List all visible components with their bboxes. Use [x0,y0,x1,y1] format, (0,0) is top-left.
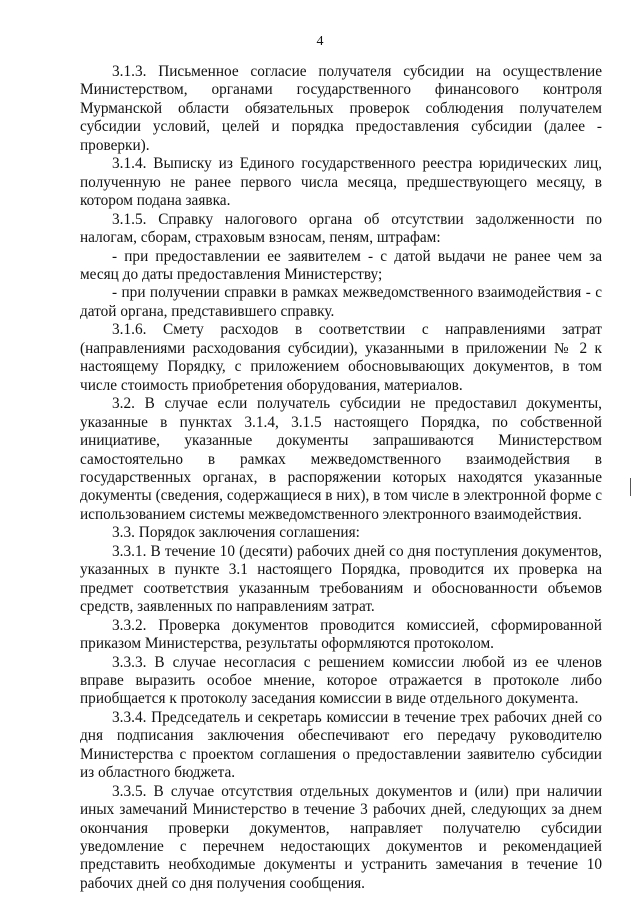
paragraph-3-2: 3.2. В случае если получатель субсидии не предоставил документы, указанные в пунктах 3.1.4, 3.1.5 настоящего Порядка, по собственной инициативе, указанные документы запрашиваются Министерством самостоятельно в рамках межведомственного взаимодействия в государственных органах, в распоряжении которых находятся указанные документы (сведения, содержащиеся в них), в том числе в электронной форме с использованием системы межведомственного электронного взаимодействия. [80,395,602,523]
scan-edge-mark [630,478,631,496]
paragraph-3-1-4: 3.1.4. Выписку из Единого государственного реестра юридических лиц, полученную не ранее первого числа месяца, предшествующего месяцу, в котором подана заявка. [80,155,602,210]
paragraph-3-1-3: 3.1.3. Письменное согласие получателя субсидии на осуществление Министерством, органами государственного финансового контроля Мурманской области обязательных проверок соблюдения получателем субсидии условий, целей и порядка предоставления субсидии (далее - проверки). [80,63,602,154]
paragraph-3-3-3: 3.3.3. В случае несогласия с решением комиссии любой из ее членов вправе выразить особое мнение, которое отражается в протоколе либо приобщается к протоколу заседания комиссии в виде отдельного документа. [80,653,602,708]
paragraph-3-3-4: 3.3.4. Председатель и секретарь комиссии в течение трех рабочих дней со дня подписания заключения обеспечивают его передачу руководителю Министерства с проектом соглашения о предоставлении заявителю субсидии из областного бюджета. [80,708,602,782]
page-number: 4 [316,34,324,49]
paragraph-3-3-1: 3.3.1. В течение 10 (десяти) рабочих дней со дня поступления документов, указанных в пункте 3.1 настоящего Порядка, проводится их проверка на предмет соответствия указанным требованиям и обоснованности объемов средств, заявленных по направлениям затрат. [80,542,602,616]
document-body [80,63,602,893]
paragraph-3-3: 3.3. Порядок заключения соглашения: [112,524,360,542]
paragraph-3-1-5-item-interagency: - при получении справки в рамках межведомственного взаимодействия - с датой органа, представившего справку. [80,284,602,320]
paragraph-3-3-5: 3.3.5. В случае отсутствия отдельных документов и (или) при наличии иных замечаний Министерство в течение 3 рабочих дней, следующих за днем окончания проверки документов, направляет получателю субсидии уведомление с перечнем недостающих документов и рекомендацией представить необходимые документы и устранить замечания в течение 10 рабочих дней со дня получения сообщения. [80,782,602,892]
paragraph-3-3-2: 3.3.2. Проверка документов проводится комиссией, сформированной приказом Министерства, результаты оформляются протоколом. [80,616,602,653]
paragraph-3-1-5: 3.1.5. Справку налогового органа об отсутствии задолженности по налогам, сборам, страховым взносам, пеням, штрафам: [80,210,602,247]
paragraph-3-1-5-item-applicant: - при предоставлении ее заявителем - с датой выдачи не ранее чем за месяц до даты предоставления Министерству; [80,247,602,283]
paragraph-3-1-6: 3.1.6. Смету расходов в соответствии с направлениями затрат (направлениями расходования субсидии), указанными в приложении № 2 к настоящему Порядку, с приложением обосновывающих документов, в том числе стоимость приобретения оборудования, материалов. [80,321,602,394]
